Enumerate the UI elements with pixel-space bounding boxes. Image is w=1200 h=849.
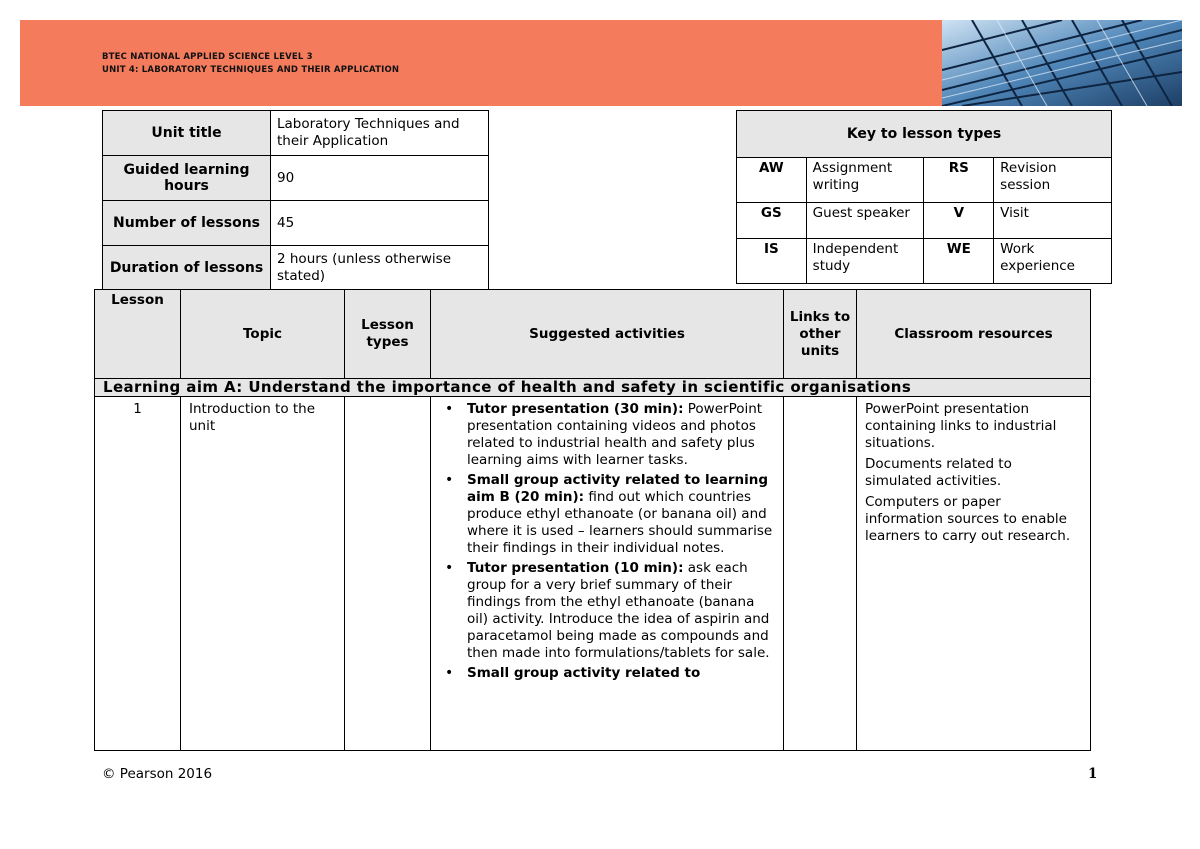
lesson-topic: Introduction to the unit [181,397,345,751]
info-row [103,156,489,201]
activity-title: Small group activity related to [467,665,701,681]
info-label: Duration of lessons [103,246,271,291]
lesson-plan-table [94,289,1091,751]
key-row [737,239,1112,284]
unit-info-table [102,110,489,291]
lesson-type-key-table [736,110,1112,284]
page-number: 1 [1088,766,1098,782]
header-banner [20,20,1182,106]
list-item [439,472,775,557]
column-header-suggested-activities: Suggested activities [431,290,784,379]
list-item [439,560,775,662]
table-row [95,397,1091,751]
info-value: 45 [271,201,489,246]
activity-text: find out which countries produce ethyl ethanoate (or banana oil) and where it is used – learners should summarise their findings in their individual notes. [467,489,773,556]
key-description: Independent study [806,239,924,284]
column-header-lesson-types: Lesson types [345,290,431,379]
activity-title: Tutor presentation (30 min): [467,401,684,417]
suggested-activities-cell [431,397,784,751]
header-course-title: BTEC NATIONAL APPLIED SCIENCE LEVEL 3 [102,52,313,62]
info-label: Unit title [103,111,271,156]
key-code: AW [737,158,807,203]
resource-item: Documents related to simulated activities. [865,456,1012,489]
list-item [439,665,775,682]
activity-title: Tutor presentation (10 min): [467,560,684,576]
key-row [737,158,1112,203]
lesson-plan-header-row [95,290,1091,379]
key-code: IS [737,239,807,284]
classroom-resources-cell [857,397,1091,751]
links-cell [784,397,857,751]
list-item [439,401,775,469]
learning-aim-heading: Learning aim A: Understand the importance of health and safety in scientific organisations [95,379,1091,397]
header-unit-title: UNIT 4: LABORATORY TECHNIQUES AND THEIR APPLICATION [102,65,400,75]
info-value: 90 [271,156,489,201]
key-description: Guest speaker [806,203,924,239]
info-row [103,201,489,246]
activity-text: ask each group for a very brief summary of their findings from the ethyl ethanoate (banana oil) activity. Introduce the idea of aspirin and paracetamol being made as compounds and then made into formulations/tablets for sale. [467,560,770,661]
key-description: Work experience [994,239,1112,284]
key-code: GS [737,203,807,239]
key-code: WE [924,239,994,284]
header-building-image [942,20,1182,106]
activity-text: PowerPoint presentation containing videos and photos related to industrial health and safety plus learning aims with learner tasks. [467,401,763,468]
column-header-lesson: Lesson [95,290,181,379]
lesson-number: 1 [95,397,181,751]
key-description: Revision session [994,158,1112,203]
info-value: 2 hours (unless otherwise stated) [271,246,489,291]
info-row [103,246,489,291]
column-header-classroom-resources: Classroom resources [857,290,1091,379]
activity-list [439,401,775,682]
resource-item: Computers or paper information sources to enable learners to carry out research. [865,494,1071,544]
key-description: Visit [994,203,1112,239]
key-title: Key to lesson types [737,111,1112,158]
info-label: Guided learning hours [103,156,271,201]
footer-copyright: © Pearson 2016 [102,766,213,782]
activity-title: Small group activity related to learning aim B (20 min): [467,472,769,505]
key-code: V [924,203,994,239]
key-code: RS [924,158,994,203]
column-header-topic: Topic [181,290,345,379]
column-header-links: Links to other units [784,290,857,379]
key-description: Assignment writing [806,158,924,203]
info-value: Laboratory Techniques and their Application [271,111,489,156]
key-row [737,203,1112,239]
resource-item: PowerPoint presentation containing links to industrial situations. [865,401,1057,451]
lesson-types-cell [345,397,431,751]
info-label: Number of lessons [103,201,271,246]
info-row [103,111,489,156]
